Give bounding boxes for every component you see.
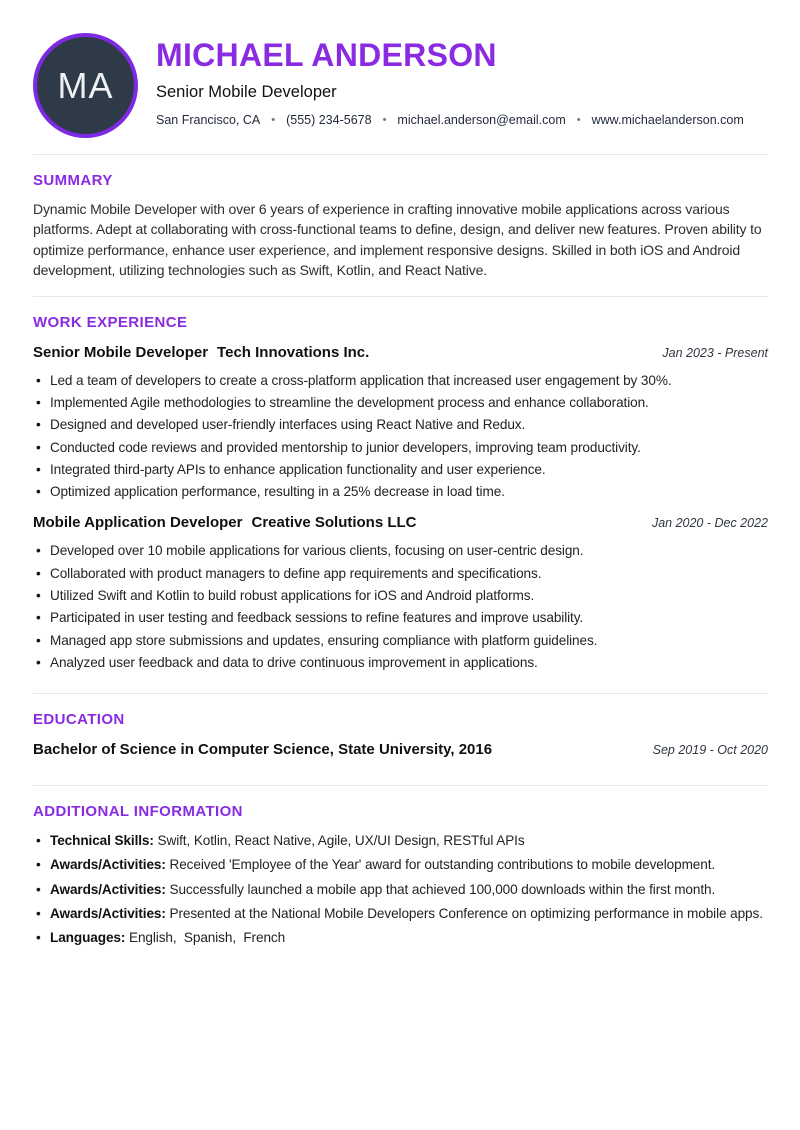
candidate-title: Senior Mobile Developer — [156, 82, 337, 101]
education-degree: Bachelor of Science in Computer Science, State University, 2016 — [33, 741, 493, 759]
contact-location: San Francisco, CA — [156, 112, 261, 127]
education-dates: Sep 2019 - Oct 2020 — [652, 743, 768, 758]
additional-info-list — [33, 831, 768, 947]
job-title-line — [33, 344, 369, 362]
additional-info-item — [33, 904, 768, 923]
additional-info-item — [33, 831, 768, 850]
additional-information-heading: ADDITIONAL INFORMATION — [33, 803, 243, 821]
dot-separator-icon: • — [576, 113, 581, 126]
job-title: Senior Mobile Developer — [33, 343, 209, 361]
job-bullet: • Optimized application performance, resulting in a 25% decrease in load time. — [33, 482, 768, 501]
info-label: Technical Skills: — [50, 833, 154, 849]
education-heading: EDUCATION — [33, 711, 125, 729]
header-info — [156, 33, 744, 127]
contact-website: www.michaelanderson.com — [591, 112, 744, 127]
section-divider — [33, 785, 768, 786]
job-bullet: • Collaborated with product managers to define app requirements and specifications. — [33, 564, 768, 583]
info-text: Swift, Kotlin, React Native, Agile, UX/UI Design, RESTful APIs — [157, 833, 525, 849]
job-bullet-list — [33, 541, 768, 672]
dot-separator-icon: • — [271, 113, 276, 126]
info-label: Awards/Activities: — [50, 906, 166, 922]
section-work-experience — [33, 314, 768, 673]
additional-info-item — [33, 928, 768, 947]
info-text: Presented at the National Mobile Developers Conference on optimizing performance in mobile apps. — [169, 906, 763, 922]
job-bullet: • Implemented Agile methodologies to streamline the development process and enhance collaboration. — [33, 393, 768, 412]
work-experience-heading: WORK EXPERIENCE — [33, 313, 188, 331]
avatar — [33, 33, 138, 138]
contact-row — [156, 113, 744, 127]
candidate-name: MICHAEL ANDERSON — [156, 37, 497, 73]
section-additional-information — [33, 803, 768, 947]
job-bullet: • Conducted code reviews and provided mentorship to junior developers, improving team productivity. — [33, 438, 768, 457]
section-summary — [33, 172, 768, 281]
job-bullet: • Utilized Swift and Kotlin to build robust applications for iOS and Android platforms. — [33, 586, 768, 605]
job-bullet: • Developed over 10 mobile applications for various clients, focusing on user-centric design. — [33, 541, 768, 560]
info-label: Awards/Activities: — [50, 881, 166, 897]
resume-header — [33, 33, 768, 138]
job-dates: Jan 2023 - Present — [662, 345, 768, 360]
job-bullet: • Led a team of developers to create a cross-platform application that increased user engagement by 30%. — [33, 371, 768, 390]
summary-heading: SUMMARY — [33, 172, 113, 189]
job-bullet: • Participated in user testing and feedback sessions to refine features and improve usability. — [33, 608, 768, 627]
info-text: Received 'Employee of the Year' award for outstanding contributions to mobile development. — [169, 857, 716, 873]
job-title-line — [33, 514, 417, 532]
contact-email: michael.anderson@email.com — [397, 112, 566, 127]
info-text: Successfully launched a mobile app that achieved 100,000 downloads within the first month. — [169, 881, 716, 897]
job-entry-head — [33, 514, 768, 532]
job-bullet: • Managed app store submissions and updates, ensuring compliance with platform guidelines. — [33, 631, 768, 650]
job-entry-head — [33, 344, 768, 362]
job-bullet: • Integrated third-party APIs to enhance application functionality and user experience. — [33, 460, 768, 479]
contact-phone: (555) 234-5678 — [286, 112, 372, 127]
job-bullet-list — [33, 371, 768, 502]
info-label: Languages: — [50, 930, 126, 946]
section-education — [33, 711, 768, 758]
avatar-initials: MA — [57, 64, 114, 106]
job-entry — [33, 344, 768, 502]
summary-text: Dynamic Mobile Developer with over 6 years of experience in crafting innovative mobile applications across various platforms. Adept at collaborating with cross-functional teams to define, design, and deliver new features. Proven ability to optimize performance, enhance user experience, and implement responsive designs. Skilled in both iOS and Android development, utilizing technologies such as Swift, Kotlin, and React Native. — [33, 201, 762, 279]
section-divider — [33, 296, 768, 297]
info-text: English, Spanish, French — [128, 930, 286, 946]
job-bullet: • Analyzed user feedback and data to drive continuous improvement in applications. — [33, 653, 768, 672]
additional-info-item — [33, 855, 768, 874]
dot-separator-icon: • — [382, 113, 387, 126]
job-dates: Jan 2020 - Dec 2022 — [651, 516, 768, 531]
education-entry — [33, 741, 768, 758]
additional-info-item — [33, 880, 768, 899]
job-bullet: • Designed and developed user-friendly interfaces using React Native and Redux. — [33, 415, 768, 434]
info-label: Awards/Activities: — [50, 857, 166, 873]
job-company: Creative Solutions LLC — [251, 514, 417, 532]
job-entry — [33, 514, 768, 672]
job-title: Mobile Application Developer — [33, 514, 243, 532]
job-company: Tech Innovations Inc. — [217, 343, 370, 361]
section-divider — [33, 693, 768, 694]
section-divider — [33, 154, 768, 155]
